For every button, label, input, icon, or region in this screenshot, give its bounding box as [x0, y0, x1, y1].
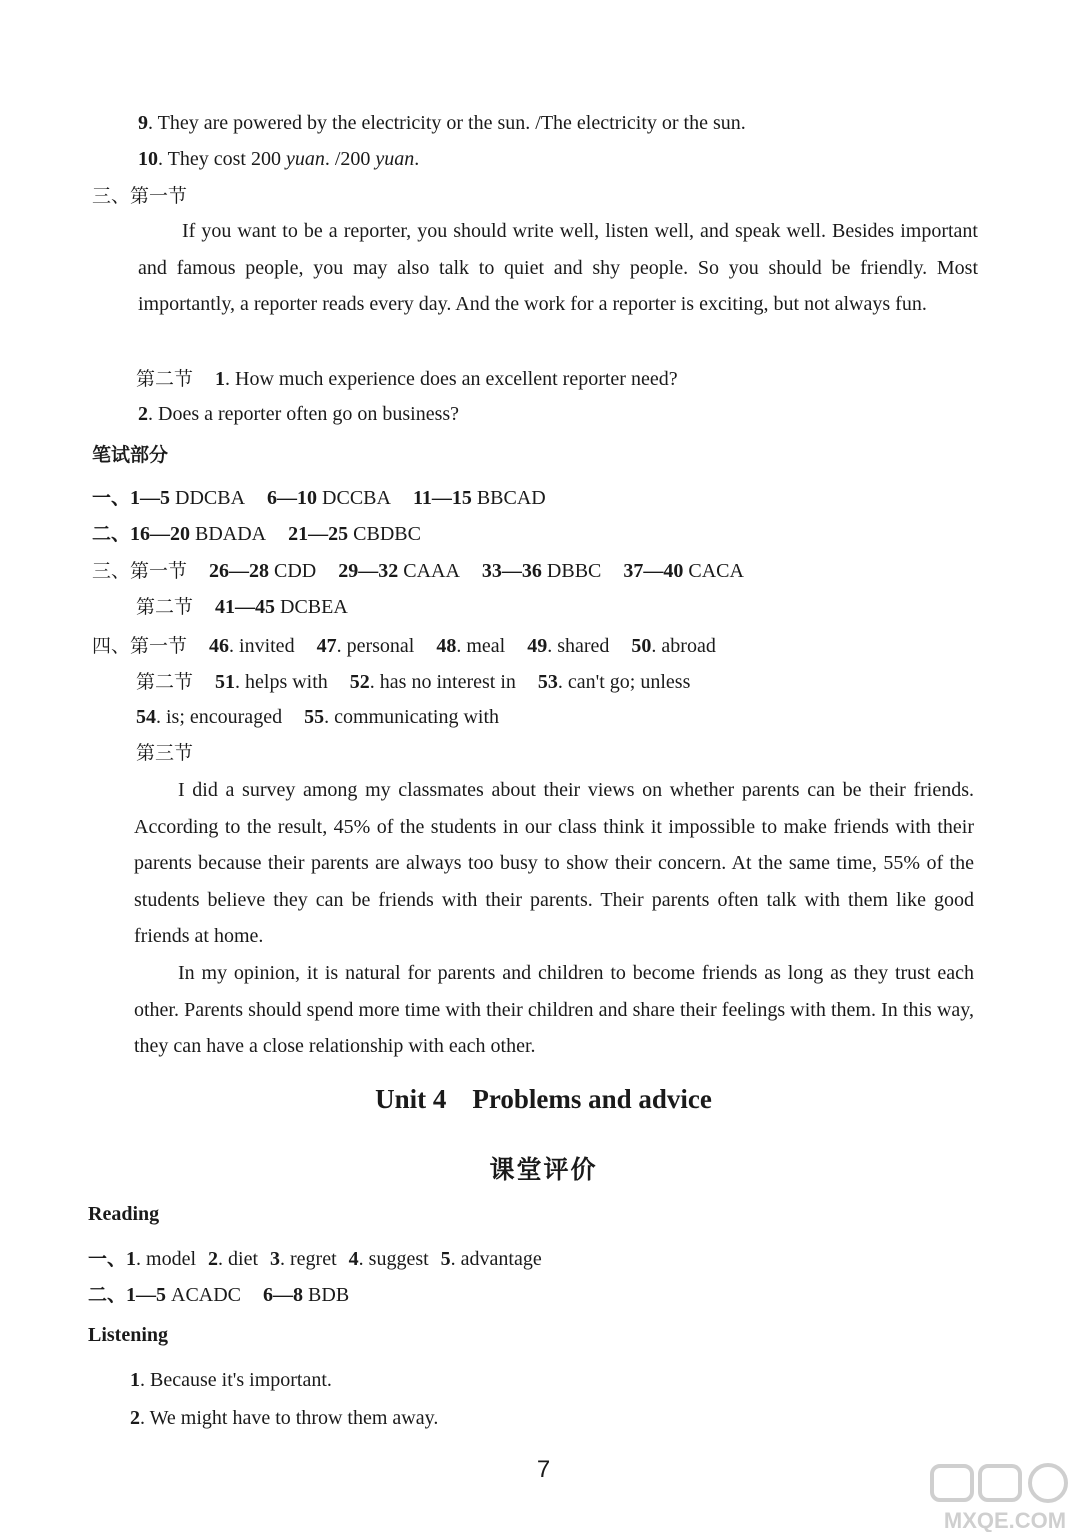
page-number: 7 [536, 1456, 551, 1483]
item-answer: abroad [661, 635, 716, 657]
paragraph-text: If you want to be a reporter, you should write well, listen well, and speak well. Besides important and famous people, you may also talk to quiet and shy people. So you should be friendly. Most importantly, a reporter reads every day. And the work for a reporter is exciting, but not always fun. [138, 220, 978, 315]
range-answers: CDD [274, 560, 317, 582]
range-label: 16—20 [130, 523, 191, 545]
paragraph-text: I did a survey among my classmates about their views on whether parents can be their friends. According to the result, 45% of the students in our class think it impossible to make friends with their parents because their parents are always too busy to show their concern. At the same time, 55% of the students believe they can be friends with their parents. Their parents often talk with them like good friends at home. [134, 779, 974, 947]
range-label: 41—45 [215, 596, 276, 618]
item-number: 1 [215, 368, 226, 390]
section-title: 课堂评价 [489, 1155, 598, 1184]
unit-name: Problems and advice [472, 1084, 712, 1114]
answer-italic: yuan [375, 148, 415, 170]
section-label: 第二节 [136, 368, 194, 390]
listening-line-2: 2. We might have to throw them away. [130, 1407, 439, 1429]
range-label: 26—28 [209, 560, 270, 582]
range-answers: ACADC [171, 1284, 242, 1306]
item-number: 54 [136, 706, 156, 728]
answer-italic: yuan [285, 148, 325, 170]
item-answer: regret [290, 1248, 337, 1270]
range-label: 1—5 [126, 1284, 167, 1306]
item-number: 50 [631, 635, 652, 657]
range-answers: BDADA [195, 523, 267, 545]
range-label: 6—8 [263, 1284, 304, 1306]
paragraph-opinion [134, 955, 974, 1065]
paragraph-text: In my opinion, it is natural for parents and children to become friends as long as they trust each other. Parents should spend more time with their children and share their feelings with them. In this way, they can have a close relationship with each other. [134, 962, 974, 1057]
item-number: 2 [138, 403, 148, 425]
range-answers: CAAA [403, 560, 460, 582]
range-label: 33—36 [481, 560, 542, 582]
range-answers: CBDBC [353, 523, 421, 545]
item-answer: diet [228, 1248, 259, 1270]
row-label: 四、第一节 [92, 635, 188, 657]
row-label: 第二节 [136, 671, 194, 693]
range-answers: BBCAD [476, 487, 546, 509]
listening-line-1: 1. Because it's important. [130, 1369, 332, 1391]
item-number: 51 [215, 671, 236, 693]
range-label: 29—32 [338, 560, 399, 582]
range-answers: DDCBA [175, 487, 246, 509]
question-line-1: 第二节 1. How much experience does an excellent reporter need? [136, 368, 678, 390]
written-section-heading: 笔试部分 [92, 444, 169, 466]
item-answer: communicating with [334, 706, 500, 728]
paragraph-reporter [138, 213, 978, 323]
item-answer: is; encouraged [166, 706, 283, 728]
range-answers: DCCBA [322, 487, 391, 509]
item-answer: can't go; unless [567, 671, 691, 693]
item-answer: model [146, 1248, 197, 1270]
answer-row-4-2: 第二节 51. helps with 52. has no interest in 53. can't go; unless [136, 671, 691, 693]
item-answer: shared [557, 635, 610, 657]
answer-text: We might have to throw them away. [149, 1407, 439, 1429]
item-number: 47 [316, 635, 337, 657]
answer-row-3-2 [136, 594, 348, 620]
section-label: 三、第一节 [92, 185, 188, 207]
question-text: Does a reporter often go on business? [158, 403, 460, 425]
row-label: 一、 [92, 487, 131, 509]
item-number: 1 [126, 1248, 137, 1270]
range-answers: CACA [688, 560, 744, 582]
item-number: 1 [130, 1369, 140, 1391]
answer-row-4: 四、第一节 46. invited 47. personal 48. meal 49. shared 50. abroad [92, 635, 716, 657]
item-number: 9 [138, 112, 148, 134]
question-text: How much experience does an excellent reporter need? [235, 368, 678, 390]
item-number: 10 [138, 148, 158, 170]
range-label: 21—25 [288, 523, 349, 545]
item-number: 46 [209, 635, 230, 657]
item-answer: helps with [245, 671, 328, 693]
item-number: 3 [270, 1248, 281, 1270]
item-answer: personal [346, 635, 415, 657]
answer-text: Because it's important. [150, 1369, 332, 1391]
answer-text: . /200 [324, 148, 376, 170]
item-answer: has no interest in [379, 671, 516, 693]
range-label: 6—10 [267, 487, 318, 509]
item-answer: meal [466, 635, 506, 657]
answer-text: . [414, 148, 420, 170]
range-answers: BDB [308, 1284, 350, 1306]
range-answers: DBBC [546, 560, 602, 582]
listening-heading: Listening [88, 1324, 169, 1346]
answer-row-1 [92, 485, 546, 511]
row-label: 二、 [88, 1284, 127, 1306]
range-label: 11—15 [412, 487, 472, 509]
answer-text: They are powered by the electricity or the sun. /The electricity or the sun. [157, 112, 746, 134]
watermark-logo [930, 1462, 1080, 1532]
item-number: 4 [348, 1248, 359, 1270]
range-label: 37—40 [623, 560, 684, 582]
reading-heading: Reading [88, 1203, 160, 1225]
item-number: 49 [527, 635, 548, 657]
row-label: 三、第一节 [92, 560, 188, 582]
item-number: 2 [208, 1248, 219, 1270]
item-answer: invited [239, 635, 295, 657]
unit-title [0, 1084, 1087, 1115]
question-line-2: 2. Does a reporter often go on business? [138, 403, 460, 425]
paragraph-survey [134, 772, 974, 955]
item-number: 55 [304, 706, 325, 728]
section-label: 第三节 [136, 742, 194, 764]
answer-row-3 [92, 558, 744, 584]
reading-row-2 [88, 1282, 349, 1308]
answer-row-2 [92, 521, 421, 547]
range-label: 1—5 [130, 487, 171, 509]
reading-row-1: 一、1. model 2. diet 3. regret 4. suggest 5. advantage [88, 1248, 542, 1270]
item-number: 2 [130, 1407, 140, 1429]
answer-row-4-2b: 54. is; encouraged 55. communicating with [136, 706, 500, 728]
range-answers: DCBEA [280, 596, 348, 618]
item-answer: suggest [368, 1248, 429, 1270]
answer-line-10: 10. They cost 200 yuan. /200 yuan. [138, 148, 420, 170]
item-number: 53 [537, 671, 558, 693]
watermark-text: MXQE.COM [943, 1508, 1067, 1532]
unit-number: Unit 4 [375, 1084, 447, 1114]
item-number: 52 [349, 671, 370, 693]
item-number: 48 [436, 635, 457, 657]
answer-text: They cost 200 [167, 148, 286, 170]
answer-line-9: 9. They are powered by the electricity or the sun. /The electricity or the sun. [138, 112, 746, 134]
row-label: 第二节 [136, 596, 194, 618]
item-answer: advantage [460, 1248, 542, 1270]
item-number: 5 [440, 1248, 451, 1270]
row-label: 二、 [92, 523, 131, 545]
row-label: 一、 [88, 1248, 127, 1270]
